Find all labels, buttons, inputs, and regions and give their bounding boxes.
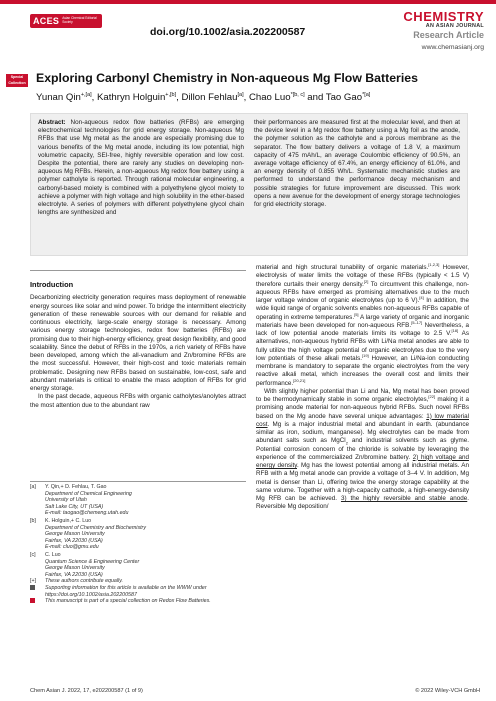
page-footer-citation: Chem Asian J. 2022, 17, e202200587 (1 of 9): [30, 688, 143, 694]
footnote-line: Fairfax, VA 22030 (USA): [45, 537, 103, 544]
author-separator: ,: [243, 92, 249, 104]
footnote-equal-contribution: [30, 578, 248, 585]
underlined-point: 2) high voltage and energy density: [256, 453, 469, 469]
footnote-affiliation: [30, 552, 248, 578]
author-separator: ,: [176, 92, 182, 104]
footnote-label: [a]: [30, 484, 36, 490]
author-affiliation: *[b, c]: [290, 92, 305, 98]
journal-masthead: [403, 10, 484, 40]
text: With slightly higher potential than Li and Na, Mg metal has been proved to be thermodynamically stable in some organic electrolytes,: [256, 387, 469, 403]
journal-name: CHEMISTRY: [403, 9, 484, 24]
footnote-line: Y. Qin,+ D. Fehlau, T. Gao: [45, 484, 107, 490]
author: Chao Luo: [248, 92, 291, 104]
abstract-left-column: [38, 119, 244, 217]
aces-logo-subtitle: Asian Chemical Editorial Society: [62, 16, 97, 24]
article-title: Exploring Carbonyl Chemistry in Non-aqueous Mg Flow Batteries: [36, 71, 418, 85]
author: Tao Gao: [325, 92, 363, 104]
footnote-email[interactable]: E-mail: cluo@gmu.edu: [45, 544, 99, 551]
text: A large variety of organic and inorganic materials have been developed for non-aqueous RFB.: [256, 313, 469, 329]
abstract-label: Abstract:: [38, 119, 66, 126]
text: However, an Li/Na-ion conducting membrane is mandatory to separate the organic electrolytes from the very reactive alkali metal, which increases the overall cost and limits their performance.: [256, 354, 469, 387]
text: . Reversible Mg deposition/: [256, 495, 470, 511]
author-affiliation: +,[b]: [165, 92, 177, 98]
author-affiliation: +,[a]: [80, 92, 92, 98]
footnote-line: Department of Chemical Engineering: [45, 490, 132, 497]
text: However, electrolysis of water limits the voltage of these RFBs (typically < 1.5 V) therefore curtails their energy density.: [256, 264, 469, 288]
citation[interactable]: [18]: [451, 327, 459, 333]
text: material and high structural tunability of organic materials.: [256, 264, 429, 271]
intro-column: [30, 281, 246, 410]
footnote-supporting-info: [30, 585, 248, 598]
author: Kathryn Holguin: [97, 92, 166, 104]
page-footer-copyright: © 2022 Wiley-VCH GmbH: [415, 688, 480, 694]
special-collection-badge: Special Collection: [6, 74, 28, 87]
aces-logo: [30, 14, 102, 28]
text: Nevertheless, a lack of low potential anode materials limits its voltage to 2.5 V.: [256, 321, 469, 337]
footnote-affiliation: [30, 484, 248, 517]
footnote-email[interactable]: E-mail: taogao@chemeng.utah.edu: [45, 510, 129, 517]
collection-icon: [30, 598, 35, 603]
text: and industrial solvents such as glyme. Potential corrosion concern of the chloride is solvable by leveraging the experience of the commercialized Zn/bromine battery.: [256, 437, 469, 461]
citation[interactable]: [20,21]: [293, 377, 306, 383]
footnote-line: Salt Lake City, UT (USA): [45, 503, 104, 510]
footnote-special-collection: [30, 598, 248, 605]
author-list: [36, 92, 370, 103]
intro-paragraph: Decarbonizing electricity generation requires mass deployment of renewable energy sources like solar and wind power. To bridge the intermittent electricity generation of these renewable sources with our demand for reliable and continuous electricity, large-scale energy storage is necessary. Among various energy storage technologies, redox flow batteries (RFBs) are promising due to their high-energy efficiency, great design flexibility, and good scalability. Since the debut of RFBs in the 1970s, a rich variety of RFBs have been developed, among which the all-vanadium and Zn/bromine RFBs are the most successful. However, their high-cost and toxic materials remain problematic. Designing new RFBs based on sustainable, low-cost, safe and abundant materials is critical to enable the mass adoption of RFBs for grid energy storage.: [30, 294, 246, 392]
footnote-label: [b]: [30, 517, 36, 524]
text: In addition, the wide liquid range of organic solvents enables non-aqueous RFBs capable of operating in extreme temperatures.: [256, 297, 469, 321]
author-affiliation: [a]: [237, 92, 244, 98]
aces-logo-text: ACES: [33, 16, 60, 26]
citation[interactable]: [2]: [363, 278, 369, 284]
text: making it a promising anode material for non-aqueous hybrid RFBs. Such novel RFBs based on the Mg anode have several unique advantages:: [256, 396, 469, 420]
article-type: Research Article: [413, 30, 484, 40]
intro-paragraph: In the past decade, aqueous RFBs with organic catholytes/anolytes attract the most attention due to the abundant raw: [30, 393, 246, 409]
citation[interactable]: [5–17]: [411, 319, 423, 325]
author: Dillon Fehlau: [181, 92, 238, 104]
footnote-line: These authors contribute equally.: [45, 578, 123, 585]
footnote-line: George Mason University: [45, 565, 105, 572]
footnote-line: K. Holguin,+ C. Luo: [45, 517, 92, 524]
underlined-point: 3) the highly reversible and stable anode: [340, 495, 468, 502]
section-heading-introduction: Introduction: [30, 280, 74, 289]
citation[interactable]: [1,2,3]: [428, 261, 440, 267]
abstract-text: Non-aqueous redox flow batteries (RFBs) are emerging electrochemical technologies for grid energy storage. Non-aqueous Mg RFBs that use Mg metal as the anode are especially promising due to various benefits of the Mg metal anode, including its low potential, high volumetric capacity, SEI-free, highly reversible operation and low cost. Despite the potential, there are rarely any studies on developing non-aqueous Mg RFBs. Herein, a non-aqueous Mg redox flow battery using a polymer catholyte is reported. Through rational molecular engineering, a carbonyl-based moiety is combined with a polyethylene glycol moiety to achieve a polymer with high voltage and high solubility in the ether-based electrolyte. A series of polymers with different polyethylene glycol chain lengths are synthesized and: [38, 119, 245, 217]
text: . Mg is a major industrial metal and abundant in earth. (abundance similar as iron, sodium, manganese). Mg electrolytes can be made from abundant salts such as MgCl: [256, 420, 469, 445]
footnotes: [30, 484, 248, 605]
journal-subname: AN ASIAN JOURNAL: [425, 23, 484, 29]
footnote-line: This manuscript is part of a special collection on Redox Flow Batteries.: [45, 598, 211, 605]
abstract-box: [30, 113, 468, 256]
footnote-line: Department of Chemistry and Biochemistry: [45, 524, 146, 531]
citation[interactable]: [22]: [428, 393, 436, 399]
footnote-divider: [30, 481, 246, 482]
right-column: [256, 261, 470, 512]
supporting-info-link[interactable]: Supporting information for this article is available on the WWW under https://doi.org/10.1002/asia.202200587: [45, 584, 207, 598]
section-divider: [30, 270, 246, 271]
journal-url[interactable]: www.chemasianj.org: [421, 44, 484, 51]
body-paragraph: [256, 388, 469, 512]
footnote-line: George Mason University: [45, 531, 105, 538]
abstract-right-column: their performances are measured first at the molecular level, and then at the device level in a Mg redox flow battery using a Mg foil as the anode, the polymer solution as the catholyte and a porous membrane as the separator. The flow battery delivers a voltage of 1.8 V, a maximum capacity of 475 mAh/L, an average Coulombic efficiency of 90.5%, an average voltage efficiency of 67.4%, an energy efficiency of 61.0%, and an energy density of 0.855 Wh/L. Systematic mechanistic studies are performed to understand the performance decay mechanism and possible strategies for future improvement are discussed. This work opens a new avenue for the development of energy storage technologies for grid electricity storage.: [254, 119, 460, 209]
subscript: 2: [345, 440, 348, 446]
author-affiliation: *[a]: [362, 92, 371, 98]
footnote-affiliation: [30, 518, 248, 551]
footnote-line: Quantum Science & Engineering Center: [45, 558, 140, 565]
footnote-label: [c]: [30, 551, 36, 558]
text: As alternatives, non-aqueous hybrid RFBs with Li/Na metal anodes are able to fully utilize the high voltage potential of organic electrolytes due to the very low potentials of these alkali metals.: [256, 330, 469, 362]
text: To circumvent this challenge, non-aqueous RFBs have emerged as promising alternatives due to the much larger voltage window of organic electrolytes (up to 6 V).: [256, 280, 469, 304]
citation[interactable]: [5]: [354, 311, 359, 317]
footnote-label: [+]: [30, 578, 37, 585]
author-separator: ,: [91, 92, 98, 104]
body-paragraph: [256, 261, 469, 388]
document-icon: [30, 585, 35, 590]
header-top-bar: [0, 0, 496, 4]
citation[interactable]: [4]: [419, 294, 424, 300]
underlined-point: 1) low material cost: [256, 412, 469, 428]
author-separator: and: [304, 92, 326, 104]
doi-link[interactable]: doi.org/10.1002/asia.202200587: [150, 26, 306, 38]
footnote-line: Fairfax, VA 22030 (USA): [45, 571, 103, 578]
citation[interactable]: [19]: [361, 352, 369, 358]
author: Yunan Qin: [36, 92, 81, 104]
footnote-line: University of Utah: [45, 497, 87, 504]
text: . Mg has the lowest potential among all industrial metals. An RFB with a Mg metal anode can provide a voltage of 3–4 V. In addition, Mg metal is denser than Li, offering twice the energy storage capability at the same volume. Together with a high-capacity cathode, a high-energy-density Mg RFB can be achieved.: [256, 462, 469, 502]
footnote-line: C. Luo: [45, 551, 61, 558]
